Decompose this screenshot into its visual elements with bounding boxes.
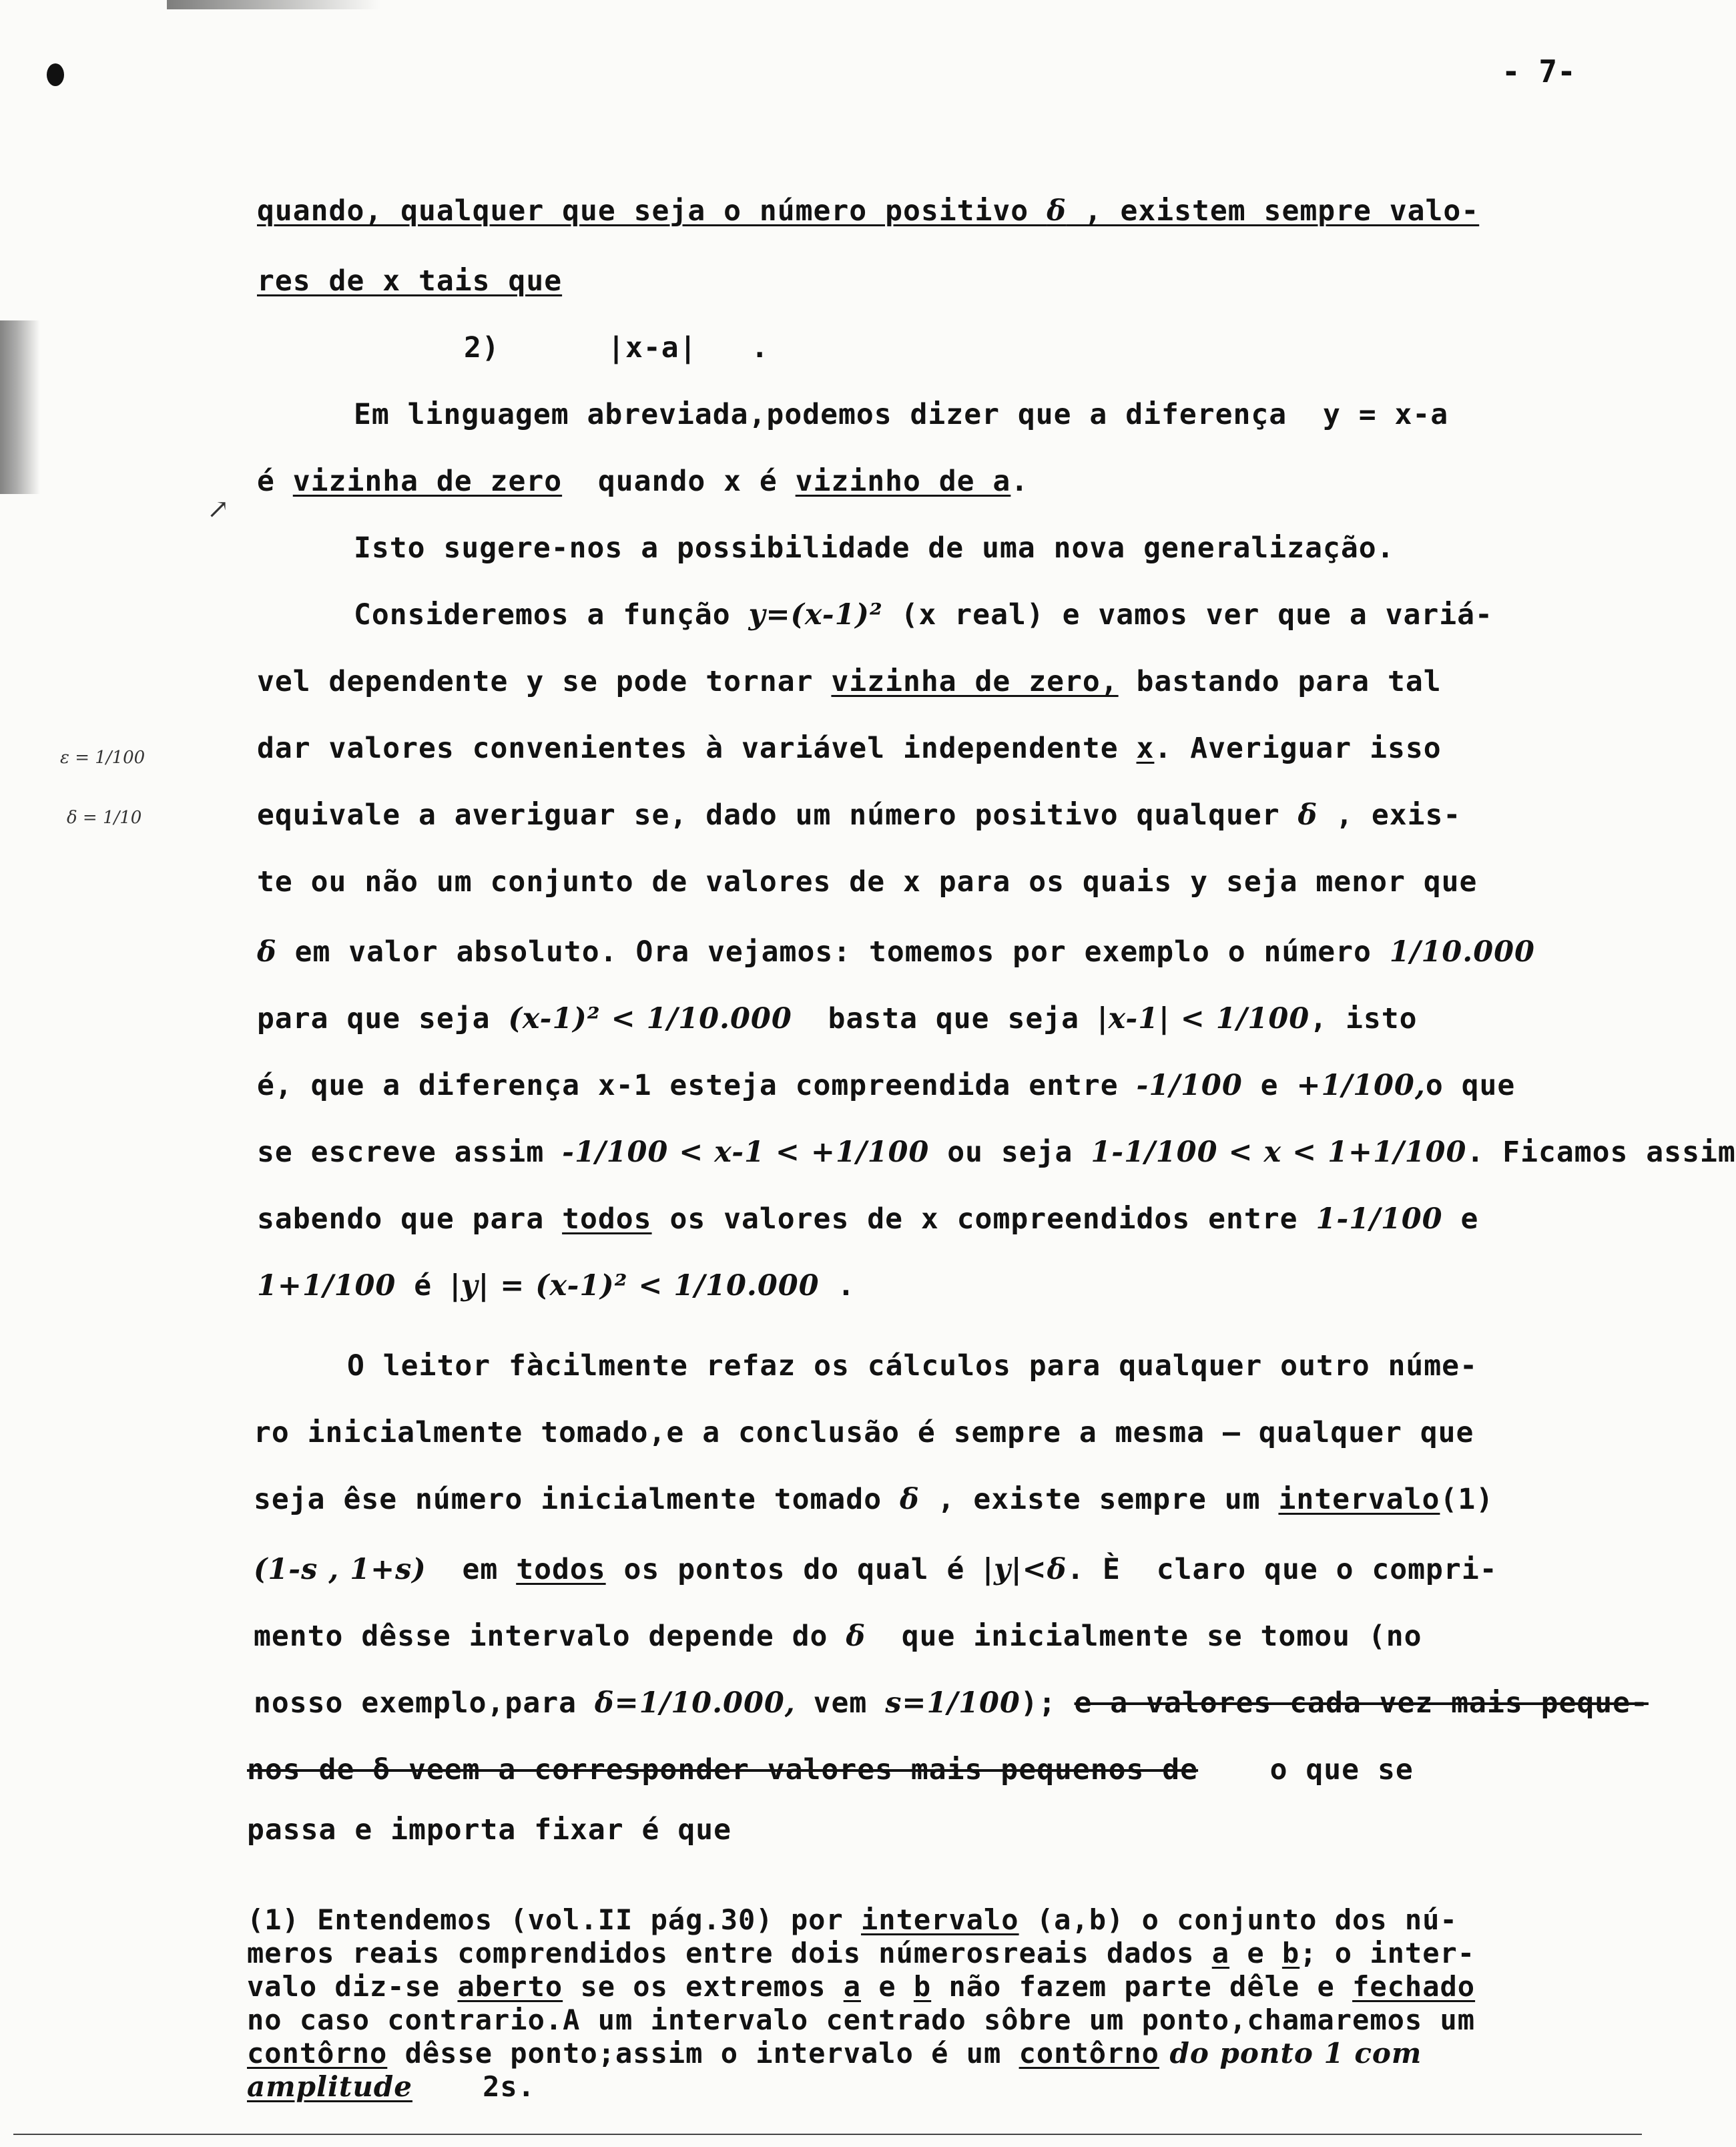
footnote-line bbox=[247, 2003, 1476, 2036]
text-segment: , existem sempre valo- bbox=[1066, 194, 1480, 228]
text-segment: 2s. bbox=[412, 2070, 535, 2103]
handwritten-text: δ bbox=[1047, 194, 1067, 228]
text-segment: quando x é bbox=[562, 465, 796, 498]
body-line bbox=[257, 467, 1029, 496]
text-segment: intervalo bbox=[861, 1903, 1019, 1936]
text-segment: (x real) e vamos ver que a variá- bbox=[882, 598, 1493, 632]
text-segment: é, que a diferença x-1 esteja compreendida entre bbox=[257, 1069, 1137, 1102]
text-segment: vizinha de zero bbox=[292, 465, 563, 498]
footnote-line bbox=[247, 1970, 1476, 2003]
handwritten-text: |y|<δ bbox=[982, 1553, 1067, 1586]
text-segment: vem bbox=[795, 1686, 886, 1720]
body-line bbox=[257, 865, 1478, 899]
margin-notes bbox=[27, 494, 230, 868]
text-segment: valo diz-se bbox=[247, 1970, 458, 2003]
text-segment: . Averiguar isso bbox=[1154, 732, 1442, 765]
text-segment: sabendo que para bbox=[257, 1202, 563, 1236]
text-segment: vel dependente y se pode tornar bbox=[257, 665, 832, 698]
text-segment: . bbox=[819, 1269, 856, 1302]
text-segment: para que seja bbox=[257, 1002, 509, 1035]
text-segment: que inicialmente se tomou (no bbox=[866, 1620, 1422, 1653]
handwritten-text: 1-1/100 < x < 1+1/100 bbox=[1091, 1136, 1467, 1169]
body-line bbox=[257, 1071, 1515, 1100]
handwritten-text: δ bbox=[899, 1483, 920, 1516]
text-segment: é bbox=[257, 465, 293, 498]
handwritten-text: δ=1/10.000, bbox=[594, 1686, 796, 1720]
handwritten-text: +1/100, bbox=[1296, 1069, 1426, 1102]
text-segment: vizinho de a bbox=[795, 465, 1011, 498]
text-segment: te ou não um conjunto de valores de x para os quais y seja menor que bbox=[257, 865, 1478, 899]
body-line bbox=[257, 194, 1480, 228]
text-segment: , existe sempre um bbox=[919, 1483, 1279, 1516]
handwritten-text: δ bbox=[846, 1620, 866, 1653]
body-line bbox=[347, 1349, 1478, 1383]
body-line bbox=[247, 1753, 1414, 1786]
margin-note: ε = 1/100 bbox=[60, 748, 146, 768]
body-line bbox=[257, 1138, 1736, 1167]
text-segment: o que se bbox=[1198, 1753, 1414, 1786]
text-segment: e bbox=[861, 1970, 914, 2003]
text-segment: b bbox=[1281, 1937, 1300, 1969]
text-segment: em bbox=[426, 1553, 517, 1586]
text-segment: vizinha de zero, bbox=[831, 665, 1119, 698]
text-segment: (1) bbox=[1440, 1483, 1494, 1516]
punch-hole bbox=[47, 63, 64, 86]
body-line bbox=[257, 1002, 1418, 1035]
body-line bbox=[254, 1622, 1422, 1651]
handwritten-text: -1/100 bbox=[1136, 1069, 1243, 1102]
body-line bbox=[257, 264, 563, 298]
text-segment: e bbox=[1229, 1937, 1282, 1969]
handwritten-text: s=1/100 bbox=[885, 1686, 1021, 1720]
text-segment: meros reais comprendidos entre dois númerosreais dados bbox=[247, 1937, 1212, 1969]
scan-smudge bbox=[0, 320, 40, 494]
body-line bbox=[254, 1416, 1474, 1449]
body-line bbox=[354, 398, 1449, 431]
text-segment: Isto sugere-nos a possibilidade de uma nova generalização. bbox=[354, 531, 1395, 565]
footnote-line bbox=[247, 2037, 1422, 2070]
body-line bbox=[464, 331, 770, 365]
handwritten-text: 1-1/100 bbox=[1316, 1202, 1443, 1236]
footnote-line bbox=[247, 1903, 1458, 1936]
text-segment: (1) Entendemos (vol.II pág.30) por bbox=[247, 1903, 862, 1936]
text-segment: O leitor fàcilmente refaz os cálculos para qualquer outro núme- bbox=[347, 1349, 1478, 1383]
text-segment: intervalo bbox=[1278, 1483, 1440, 1516]
text-segment: todos bbox=[516, 1553, 606, 1586]
text-segment: seja êse número inicialmente tomado bbox=[254, 1483, 900, 1516]
text-segment: se os extremos bbox=[563, 1970, 844, 2003]
text-segment: o que bbox=[1425, 1069, 1516, 1102]
margin-note: δ = 1/10 bbox=[67, 808, 142, 828]
handwritten-text: δ bbox=[257, 935, 277, 969]
text-segment: . Ficamos assim bbox=[1466, 1136, 1736, 1169]
text-segment: em valor absoluto. Ora vejamos: tomemos por exemplo o número bbox=[276, 935, 1390, 969]
handwritten-text: amplitude bbox=[247, 2070, 412, 2103]
text-segment: todos bbox=[562, 1202, 652, 1236]
text-segment: a bbox=[843, 1970, 862, 2003]
text-segment: dar valores convenientes à variável independente bbox=[257, 732, 1137, 765]
body-line bbox=[257, 935, 1535, 969]
body-line bbox=[354, 531, 1395, 565]
text-segment: se escreve assim bbox=[257, 1136, 563, 1169]
handwritten-text: (1-s , 1+s) bbox=[254, 1553, 426, 1586]
text-segment: contôrno bbox=[247, 2037, 388, 2070]
body-line bbox=[254, 1485, 1494, 1514]
handwritten-text: δ bbox=[1297, 798, 1318, 832]
text-segment: res de x tais que bbox=[257, 264, 563, 298]
text-segment: , exis- bbox=[1318, 798, 1462, 832]
body-line bbox=[257, 798, 1462, 832]
footnote-line bbox=[247, 2070, 535, 2103]
text-segment: x bbox=[1136, 732, 1155, 765]
text-segment: equivale a averiguar se, dado um número positivo qualquer bbox=[257, 798, 1298, 832]
text-segment: bastando para tal bbox=[1118, 665, 1442, 698]
text-segment: fechado bbox=[1352, 1970, 1476, 2003]
text-segment: . È claro que o compri- bbox=[1067, 1553, 1498, 1586]
text-segment: dêsse ponto;assim o intervalo é um bbox=[387, 2037, 1019, 2070]
text-segment: não fazem parte dêle e bbox=[931, 1970, 1353, 2003]
handwritten-text: -1/100 < x-1 < +1/100 bbox=[562, 1136, 930, 1169]
body-line bbox=[257, 734, 1442, 763]
body-line bbox=[257, 665, 1442, 698]
text-segment: nos de δ veem a corresponder valores mais pequenos de bbox=[247, 1753, 1199, 1786]
body-line bbox=[254, 1553, 1498, 1586]
text-segment: . bbox=[1010, 465, 1029, 498]
text-segment: basta que seja bbox=[792, 1002, 1097, 1035]
text-segment: 2) |x-a| . bbox=[464, 331, 770, 365]
text-segment: os valores de x compreendidos entre bbox=[651, 1202, 1316, 1236]
text-segment: b bbox=[913, 1970, 932, 2003]
text-segment: e bbox=[1242, 1069, 1297, 1102]
text-segment: passa e importa fixar é que bbox=[247, 1813, 732, 1847]
bottom-rule bbox=[13, 2134, 1642, 2135]
text-segment: mento dêsse intervalo depende do bbox=[254, 1620, 846, 1653]
handwritten-text: 1/10.000 bbox=[1389, 935, 1535, 969]
text-segment: contôrno bbox=[1019, 2037, 1159, 2070]
text-segment: , isto bbox=[1310, 1002, 1418, 1035]
text-segment: e bbox=[1442, 1202, 1479, 1236]
handwritten-text: |x-1| < 1/100 bbox=[1097, 1002, 1310, 1035]
page-number: - 7- bbox=[1502, 53, 1576, 89]
text-segment: ; o inter- bbox=[1299, 1937, 1476, 1969]
handwritten-text: (x-1)² < 1/10.000 bbox=[508, 1002, 792, 1035]
handwritten-text: y=(x-1)² bbox=[748, 598, 883, 632]
text-segment: no caso contrario.A um intervalo centrado sôbre um ponto,chamaremos um bbox=[247, 2003, 1476, 2036]
text-segment: e a valores cada vez mais peque- bbox=[1074, 1686, 1649, 1720]
text-segment: Em linguagem abreviada,podemos dizer que a diferença y = x-a bbox=[354, 398, 1449, 431]
body-line bbox=[257, 1269, 856, 1302]
text-segment: os pontos do qual é bbox=[605, 1553, 983, 1586]
text-segment: (a,b) o conjunto dos nú- bbox=[1019, 1903, 1458, 1936]
body-line bbox=[254, 1686, 1649, 1720]
text-segment: quando, qualquer que seja o número positivo bbox=[257, 194, 1047, 228]
text-segment: aberto bbox=[457, 1970, 563, 2003]
text-segment: ou seja bbox=[929, 1136, 1091, 1169]
text-segment: ro inicialmente tomado,e a conclusão é sempre a mesma — qualquer que bbox=[254, 1416, 1474, 1449]
body-line bbox=[257, 1202, 1479, 1236]
body-line bbox=[354, 598, 1493, 632]
text-segment: nosso exemplo,para bbox=[254, 1686, 595, 1720]
text-segment: Consideremos a função bbox=[354, 598, 749, 632]
text-segment: a bbox=[1211, 1937, 1230, 1969]
margin-note: ↗ bbox=[207, 494, 230, 525]
scan-mark bbox=[167, 0, 380, 9]
footnote-line bbox=[247, 1939, 1475, 1967]
text-segment: ); bbox=[1020, 1686, 1075, 1720]
handwritten-text: |y| = (x-1)² < 1/10.000 bbox=[450, 1269, 820, 1302]
text-segment: é bbox=[396, 1269, 451, 1302]
body-line bbox=[247, 1813, 732, 1847]
handwritten-text: do ponto 1 com bbox=[1159, 2037, 1422, 2070]
handwritten-text: 1+1/100 bbox=[257, 1269, 396, 1302]
